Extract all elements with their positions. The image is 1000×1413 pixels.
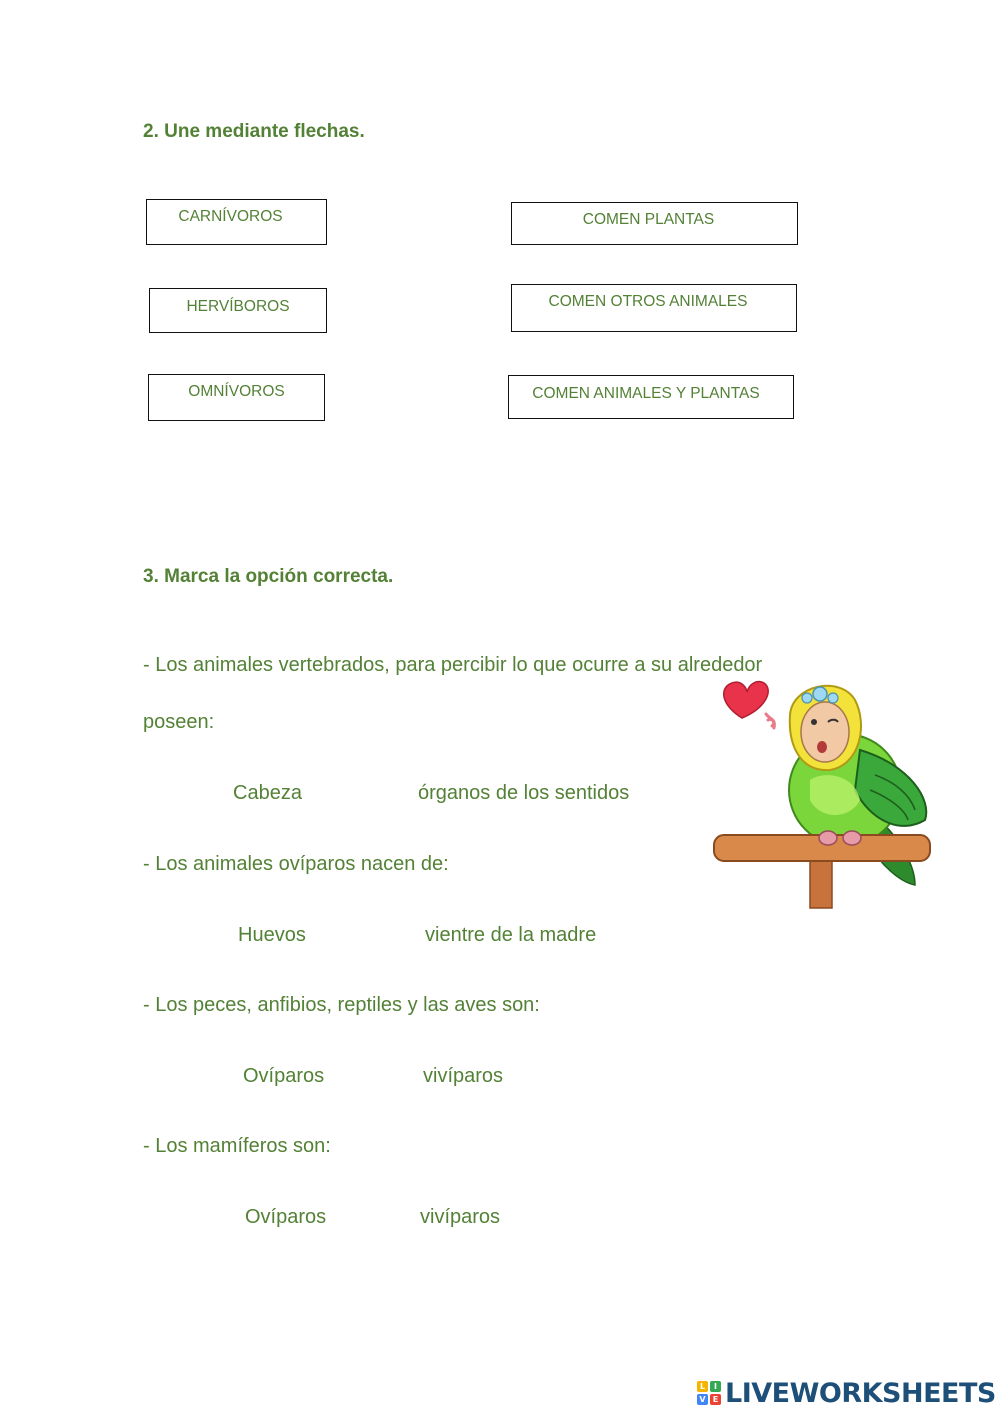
parrot-illustration [710,670,940,910]
question-1-option-2[interactable]: órganos de los sentidos [418,782,630,804]
question-4-option-2[interactable]: vivíparos [420,1206,501,1228]
question-1-option-1[interactable]: Cabeza [233,782,302,804]
box-label: COMEN OTROS ANIMALES [548,293,748,310]
liveworksheets-logo-icon [697,1381,721,1405]
question-2-option-2[interactable]: vientre de la madre [425,924,597,946]
exercise-3-title: 3. Marca la opción correcta. [143,566,394,587]
question-2-option-1[interactable]: Huevos [238,924,306,946]
box-carnivoros[interactable] [146,199,327,245]
box-omnivoros[interactable] [148,374,325,421]
question-3-option-1[interactable]: Ovíparos [243,1065,325,1087]
question-4-text: - Los mamíferos son: [143,1135,331,1157]
box-label: CARNÍVOROS [178,208,283,225]
box-comen-plantas[interactable] [511,202,798,245]
logo-letter: L [697,1381,708,1392]
logo-letter: I [710,1381,721,1392]
heart-icon [724,682,768,718]
box-comen-animales-y-plantas[interactable] [508,375,794,419]
liveworksheets-wordmark: LIVEWORKSHEETS [725,1377,996,1409]
question-2-text: - Los animales ovíparos nacen de: [143,853,449,875]
box-label: COMEN PLANTAS [582,211,715,228]
box-label: OMNÍVOROS [188,383,285,400]
question-3-option-2[interactable]: vivíparos [423,1065,504,1087]
box-herviboros[interactable] [149,288,327,333]
question-1-text: - Los animales vertebrados, para percibir lo que ocurre a su alrededor [143,654,763,676]
box-comen-otros-animales[interactable] [511,284,797,332]
exercise-2-title: 2. Une mediante flechas. [143,121,365,142]
logo-letter: V [697,1394,708,1405]
question-1-text-continued: poseen: [143,711,215,733]
box-label: HERVÍBOROS [186,298,290,315]
box-label: COMEN ANIMALES Y PLANTAS [532,385,760,402]
logo-letter: E [710,1394,721,1405]
question-4-option-1[interactable]: Ovíparos [245,1206,327,1228]
liveworksheets-brand [697,1378,996,1408]
question-3-text: - Los peces, anfibios, reptiles y las aves son: [143,994,540,1016]
